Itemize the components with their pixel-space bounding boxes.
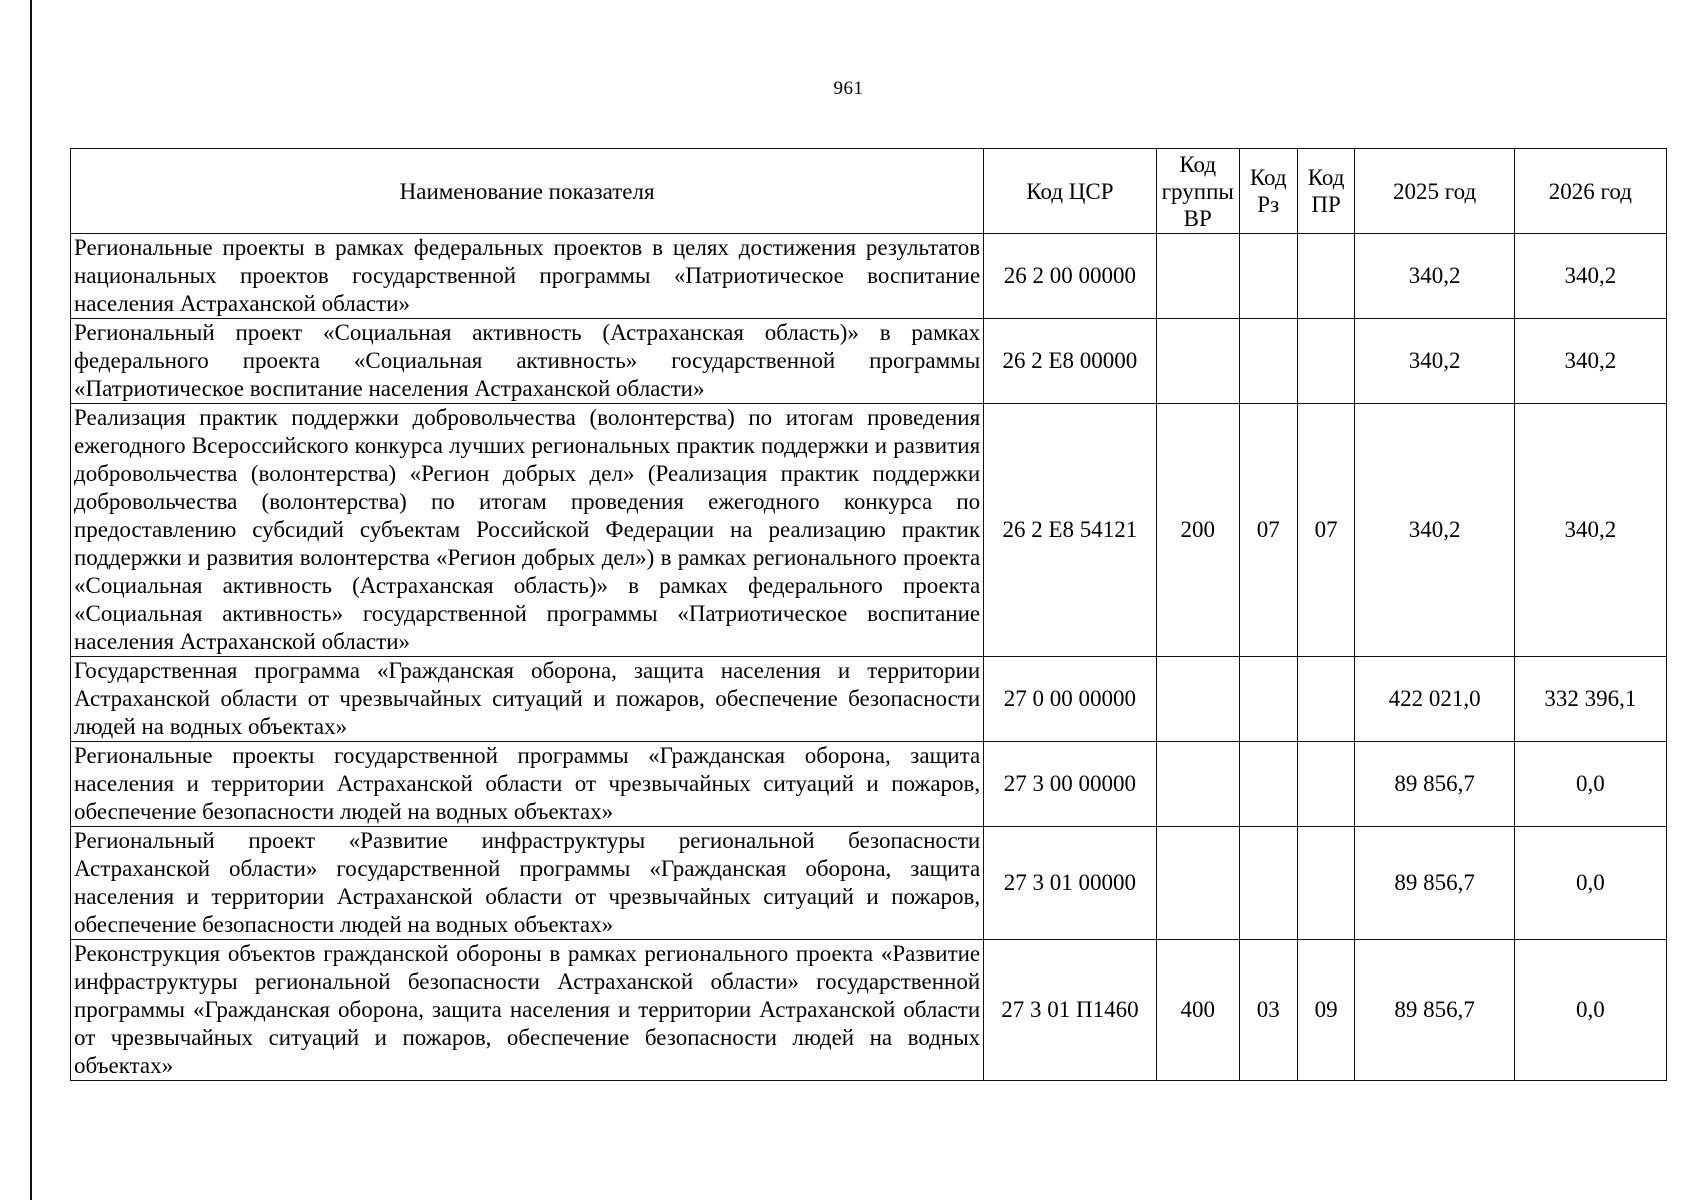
- scan-edge-line: [30, 0, 32, 1200]
- row-csr-code: 26 2 Е8 54121: [984, 404, 1156, 657]
- row-csr-code: 27 3 01 П1460: [984, 940, 1156, 1081]
- table-header-row: [71, 149, 1667, 234]
- row-rz-code: [1239, 657, 1297, 742]
- row-amount-2026: 332 396,1: [1514, 657, 1666, 742]
- row-name: Региональный проект «Развитие инфраструктуры региональной безопасности Астраханской области» государственной программы «Гражданская оборона, защита населения и территории Астраханской области от чрезвычайных ситуаций и пожаров, обеспечение безопасности людей на водных объектах»: [71, 827, 984, 940]
- row-vr-code: [1156, 742, 1239, 827]
- row-csr-code: 26 2 Е8 00000: [984, 319, 1156, 404]
- table-row: [71, 940, 1667, 1081]
- row-amount-2026: 340,2: [1514, 234, 1666, 319]
- row-pr-code: 07: [1297, 404, 1355, 657]
- row-amount-2025: 89 856,7: [1355, 940, 1514, 1081]
- row-name: Государственная программа «Гражданская оборона, защита населения и территории Астраханской области от чрезвычайных ситуаций и пожаров, обеспечение безопасности людей на водных объектах»: [71, 657, 984, 742]
- table-row: [71, 404, 1667, 657]
- row-pr-code: 09: [1297, 940, 1355, 1081]
- row-rz-code: [1239, 319, 1297, 404]
- row-vr-code: 400: [1156, 940, 1239, 1081]
- row-pr-code: [1297, 319, 1355, 404]
- row-amount-2025: 340,2: [1355, 319, 1514, 404]
- row-vr-code: [1156, 234, 1239, 319]
- row-name: Региональный проект «Социальная активность (Астраханская область)» в рамках федерального проекта «Социальная активность» государственной программы «Патриотическое воспитание населения Астраханской области»: [71, 319, 984, 404]
- row-rz-code: 03: [1239, 940, 1297, 1081]
- row-amount-2025: 340,2: [1355, 234, 1514, 319]
- row-pr-code: [1297, 657, 1355, 742]
- row-amount-2025: 422 021,0: [1355, 657, 1514, 742]
- header-pr-code: Код ПР: [1297, 149, 1355, 234]
- header-name: Наименование показателя: [71, 149, 984, 234]
- row-rz-code: [1239, 742, 1297, 827]
- row-pr-code: [1297, 742, 1355, 827]
- row-name: Реализация практик поддержки добровольчества (волонтерства) по итогам проведения ежегодного Всероссийского конкурса лучших региональных практик поддержки и развития добровольчества (волонтерства) «Регион добрых дел» (Реализация практик поддержки добровольчества (волонтерства) по итогам проведения ежегодного конкурса по предоставлению субсидий субъектам Российской Федерации на реализацию практик поддержки и развития волонтерства «Регион добрых дел») в рамках регионального проекта «Социальная активность (Астраханская область)» в рамках федерального проекта «Социальная активность» государственной программы «Патриотическое воспитание населения Астраханской области»: [71, 404, 984, 657]
- row-pr-code: [1297, 827, 1355, 940]
- row-rz-code: [1239, 234, 1297, 319]
- row-name: Региональные проекты государственной программы «Гражданская оборона, защита населения и территории Астраханской области от чрезвычайных ситуаций и пожаров, обеспечение безопасности людей на водных объектах»: [71, 742, 984, 827]
- row-amount-2026: 340,2: [1514, 404, 1666, 657]
- row-name: Региональные проекты в рамках федеральных проектов в целях достижения результатов национальных проектов государственной программы «Патриотическое воспитание населения Астраханской области»: [71, 234, 984, 319]
- row-amount-2026: 0,0: [1514, 940, 1666, 1081]
- row-rz-code: [1239, 827, 1297, 940]
- row-amount-2026: 0,0: [1514, 742, 1666, 827]
- row-vr-code: 200: [1156, 404, 1239, 657]
- row-vr-code: [1156, 827, 1239, 940]
- table-row: [71, 234, 1667, 319]
- row-pr-code: [1297, 234, 1355, 319]
- row-amount-2025: 89 856,7: [1355, 742, 1514, 827]
- table-row: [71, 827, 1667, 940]
- row-csr-code: 27 0 00 00000: [984, 657, 1156, 742]
- row-name: Реконструкция объектов гражданской обороны в рамках регионального проекта «Развитие инфраструктуры региональной безопасности Астраханской области» государственной программы «Гражданская оборона, защита населения и территории Астраханской области от чрезвычайных ситуаций и пожаров, обеспечение безопасности людей на водных объектах»: [71, 940, 984, 1081]
- table-row: [71, 657, 1667, 742]
- row-amount-2025: 340,2: [1355, 404, 1514, 657]
- row-csr-code: 27 3 01 00000: [984, 827, 1156, 940]
- row-vr-code: [1156, 319, 1239, 404]
- row-vr-code: [1156, 657, 1239, 742]
- header-csr-code: Код ЦСР: [984, 149, 1156, 234]
- row-amount-2025: 89 856,7: [1355, 827, 1514, 940]
- header-year-2026: 2026 год: [1514, 149, 1666, 234]
- page-number: 961: [833, 78, 864, 99]
- header-year-2025: 2025 год: [1355, 149, 1514, 234]
- row-csr-code: 26 2 00 00000: [984, 234, 1156, 319]
- row-amount-2026: 340,2: [1514, 319, 1666, 404]
- budget-table: [70, 148, 1667, 1081]
- header-rz-code: Код Рз: [1239, 149, 1297, 234]
- header-vr-code: Код группы ВР: [1156, 149, 1239, 234]
- table-row: [71, 742, 1667, 827]
- row-csr-code: 27 3 00 00000: [984, 742, 1156, 827]
- row-rz-code: 07: [1239, 404, 1297, 657]
- table-row: [71, 319, 1667, 404]
- row-amount-2026: 0,0: [1514, 827, 1666, 940]
